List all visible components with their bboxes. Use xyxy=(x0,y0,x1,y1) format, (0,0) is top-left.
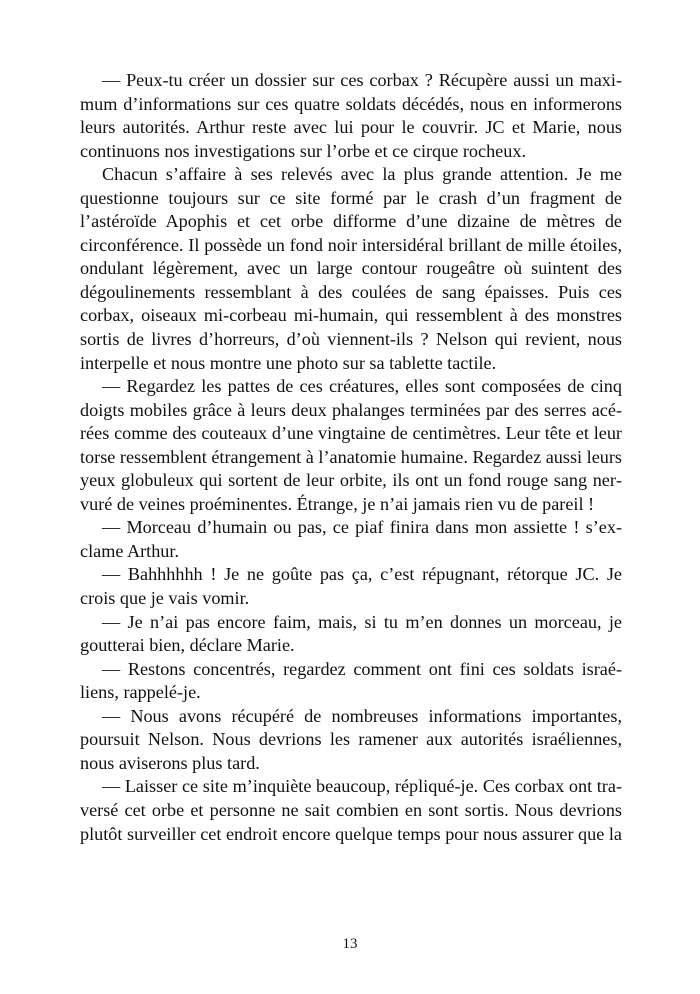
paragraph-jc: — Bahhhhhh ! Je ne goûte pas ça, c’est répugnant, rétorque JC. Je crois que je vais vomir. xyxy=(80,564,622,609)
page-body-text xyxy=(80,69,622,846)
paragraph-arthur: — Morceau d’humain ou pas, ce piaf finira dans mon assiette ! s’exclame Arthur. xyxy=(80,517,622,561)
paragraph-laisser-ce-site: — Laisser ce site m’inquiète beaucoup, répliqué-je. Ces corbax ont traversé cet orbe et personne ne sait combien en sont sortis. Nous devrions plutôt surveiller cet endroit encore quelque temps pour nous assurer que la xyxy=(80,776,622,844)
paragraph-nelson-creatures: — Regardez les pattes de ces créatures, elles sont composées de cinq doigts mobiles grâce à leurs deux phalanges terminées par des serres acérées comme des couteaux d’une vingtaine de centimètres. Leur tête et leur torse ressemblent étrangement à l’anatomie humaine. Regardez aussi leurs yeux globuleux qui sortent de leur orbite, ils ont un fond rouge sang nervuré de veines proéminentes. Étrange, je n’ai jamais rien vu de pareil ! xyxy=(80,376,622,514)
paragraph-marie: — Je n’ai pas encore faim, mais, si tu m’en donnes un morceau, je goutterai bien, déclare Marie. xyxy=(80,611,622,656)
page-number: 13 xyxy=(342,936,358,952)
paragraph-restons-concentres: — Restons concentrés, regardez comment ont fini ces soldats israéliens, rappelé-je. xyxy=(80,658,622,703)
paragraph-nelson-dossier: — Peux-tu créer un dossier sur ces corbax ? Récupère aussi un maximum d’informations sur ces quatre soldats décédés, nous en informerons leurs autorités. Arthur reste avec lui pour le couvrir. JC et Marie, nous continuons nos investigations sur l’orbe et ce cirque rocheux. xyxy=(80,70,622,161)
paragraph-narration-orbe: Chacun s’affaire à ses relevés avec la plus grande attention. Je me questionne toujours sur ce site formé par le crash d’un fragment de l’astéroïde Apophis et cet orbe difforme d’une dizaine de mètres de circonférence. Il possède un fond noir intersidéral brillant de mille étoiles, ondulant légèrement, avec un large contour rougeâtre où suintent des dégoulinements ressemblant à des coulées de sang épaisses. Puis ces corbax, oiseaux mi-corbeau mi-humain, qui ressemblent à des monstres sortis de livres d’horreurs, d’où viennent-ils ? Nelson qui revient, nous interpelle et nous montre une photo sur sa tablette tactile. xyxy=(80,164,622,373)
paragraph-nelson-informations: — Nous avons récupéré de nombreuses informations importantes, poursuit Nelson. Nous devrions les ramener aux autorités israéliennes, nous aviserons plus tard. xyxy=(80,705,622,773)
